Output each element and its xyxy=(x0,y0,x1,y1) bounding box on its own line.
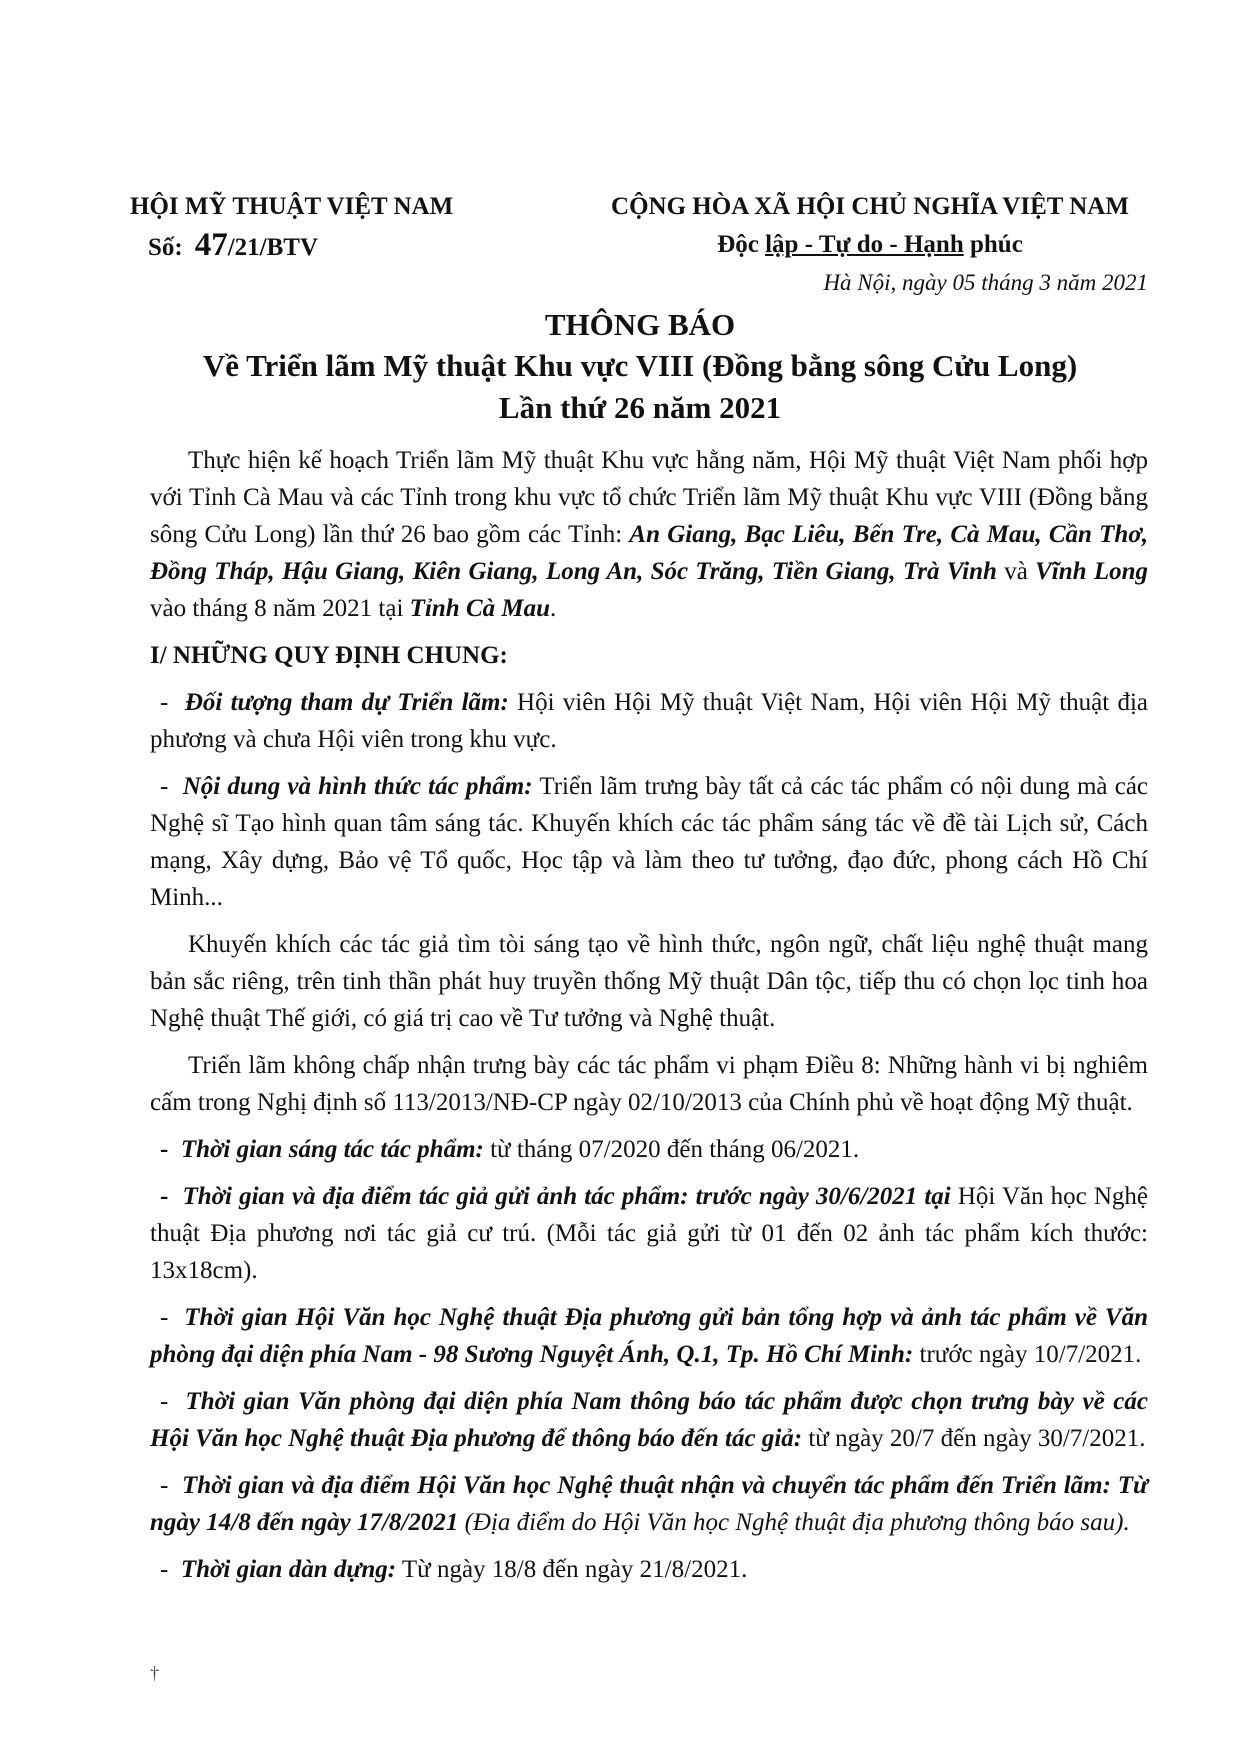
prohibition-paragraph: Triển lãm không chấp nhận trưng bày các tác phẩm vi phạm Điều 8: Những hành vi bị nghiêm cấm trong Nghị định số 113/2013/NĐ-CP ngày 02/10/2013 của Chính phủ về hoạt động Mỹ thuật. xyxy=(150,1052,1148,1116)
title-line-3: Lần thứ 26 năm 2021 xyxy=(498,390,782,425)
place-date: Hà Nội, ngày 05 tháng 3 năm 2021 xyxy=(823,270,1148,295)
rule-label: Thời gian Văn phòng đại diện phía Nam thông báo tác phẩm được chọn trưng bày về các Hội Văn học Nghệ thuật Địa phương để thông báo đến tác giả: xyxy=(150,1388,1149,1452)
rule-text: Hội Văn học Nghệ thuật Địa phương nơi tác giả cư trú. (Mỗi tác giả gửi từ 01 đến 02 ảnh tác phẩm kích thước: 13x18cm). xyxy=(150,1183,1148,1284)
document-title xyxy=(130,305,1150,429)
section-heading: I/ NHỮNG QUY ĐỊNH CHUNG: xyxy=(150,642,508,669)
rule-text: (Địa điểm do Hội Văn học Nghệ thuật địa phương thông báo sau). xyxy=(458,1509,1130,1536)
number-suffix: /21/BTV xyxy=(227,234,319,261)
province-list: An Giang, Bạc Liêu, Bến Tre, Cà Mau, Cần Thơ, Đồng Tháp, Hậu Giang, Kiên Giang, Long An, Sóc Trăng, Tiền Giang, Trà Vinh xyxy=(150,521,1148,585)
venue: Tỉnh Cà Mau xyxy=(409,595,551,622)
national-motto xyxy=(590,226,1150,264)
rule-label: Nội dung và hình thức tác phẩm: xyxy=(182,773,533,800)
rule-text: từ tháng 07/2020 đến tháng 06/2021. xyxy=(483,1136,860,1163)
bullet-dash: - xyxy=(160,1183,169,1210)
encourage-paragraph: Khuyến khích các tác giả tìm tòi sáng tạo về hình thức, ngôn ngữ, chất liệu nghệ thuật mang bản sắc riêng, trên tinh thần phát huy truyền thống Mỹ thuật Dân tộc, tiếp thu có chọn lọc tinh hoa Nghệ thuật Thế giới, có giá trị cao về Tư tưởng và Nghệ thuật. xyxy=(150,931,1148,1032)
motto-part-c: phúc xyxy=(963,231,1023,258)
title-line-2: Về Triển lãm Mỹ thuật Khu vực VIII (Đồng bằng sông Cửu Long) xyxy=(202,348,1078,383)
rule-text: từ ngày 20/7 đến ngày 30/7/2021. xyxy=(802,1425,1146,1452)
intro-paragraph xyxy=(150,442,1148,627)
org-header xyxy=(130,188,453,267)
title-main: THÔNG BÁO xyxy=(544,307,736,342)
rule-participants xyxy=(150,684,1148,758)
rule-text: Từ ngày 18/8 đến ngày 21/8/2021. xyxy=(396,1556,748,1583)
document-number xyxy=(148,226,453,267)
intro-and: và xyxy=(996,558,1036,585)
intro-text: Thực hiện kế hoạch Triển lãm Mỹ thuật Khu vực hằng năm, Hội Mỹ thuật Việt Nam phối hợp với Tỉnh Cà Mau và các Tỉnh trong khu vực tổ chức Triển lãm Mỹ thuật Khu vực VIII (Đồng bằng sông Cửu Long) lần thứ 26 bao gồm các Tỉnh: xyxy=(150,447,1148,548)
rule-text: Triển lãm trưng bày tất cả các tác phẩm có nội dung mà các Nghệ sĩ Tạo hình quan tâm sáng tác. Khuyến khích các tác phẩm sáng tác về đề tài Lịch sử, Cách mạng, Xây dựng, Bảo vệ Tổ quốc, Học tập và làm theo tư tưởng, đạo đức, phong cách Hồ Chí Minh... xyxy=(150,773,1149,911)
intro-text-2: vào tháng 8 năm 2021 tại xyxy=(150,595,410,622)
bullet-dash: - xyxy=(160,1472,169,1499)
bullet-dash: - xyxy=(160,1136,169,1163)
rule-artwork-delivery xyxy=(150,1467,1148,1541)
motto-part-a: Độc xyxy=(717,231,766,258)
page-footer-mark: † xyxy=(150,1663,159,1683)
rule-selection-notice xyxy=(150,1383,1148,1457)
intro-end: . xyxy=(550,595,557,622)
national-header xyxy=(590,188,1150,264)
rule-setup-time xyxy=(150,1551,1148,1588)
rule-creation-time xyxy=(150,1131,1148,1168)
rule-label: Thời gian và địa điểm Hội Văn học Nghệ thuật nhận và chuyển tác phẩm đến Triển lãm: Từ ngày 14/8 đến ngày 17/8/2021 xyxy=(150,1472,1148,1536)
number-label: Số: xyxy=(148,234,183,261)
rule-label: Thời gian dàn dựng: xyxy=(180,1556,397,1583)
number-value: 47 xyxy=(194,227,228,263)
bullet-dash: - xyxy=(160,1304,169,1331)
rule-label: Thời gian Hội Văn học Nghệ thuật Địa phương gửi bản tổng hợp và ảnh tác phẩm về Văn phòng đại diện phía Nam - 98 Sương Nguyệt Ánh, Q.1, Tp. Hồ Chí Minh: xyxy=(150,1304,1149,1368)
rule-label: Đối tượng tham dự Triển lãm: xyxy=(184,689,509,716)
rule-photo-submission xyxy=(150,1178,1148,1289)
rule-summary-submission xyxy=(150,1299,1148,1373)
bullet-dash: - xyxy=(160,689,169,716)
rule-content xyxy=(150,768,1148,916)
rule-text: trước ngày 10/7/2021. xyxy=(913,1341,1142,1368)
bullet-dash: - xyxy=(160,773,169,800)
document-body xyxy=(150,442,1148,1598)
motto-part-b: lập - Tự do - Hạnh xyxy=(765,231,964,258)
republic-name: CỘNG HÒA XÃ HỘI CHỦ NGHĨA VIỆT NAM xyxy=(611,193,1129,220)
rule-text: Hội viên Hội Mỹ thuật Việt Nam, Hội viên Hội Mỹ thuật địa phương và chưa Hội viên trong khu vực. xyxy=(150,689,1148,753)
org-name: HỘI MỸ THUẬT VIỆT NAM xyxy=(130,193,454,220)
rule-label: Thời gian và địa điểm tác giả gửi ảnh tác phẩm: trước ngày 30/6/2021 tại xyxy=(182,1183,951,1210)
rule-label: Thời gian sáng tác tác phẩm: xyxy=(180,1136,484,1163)
bullet-dash: - xyxy=(160,1556,169,1583)
bullet-dash: - xyxy=(160,1388,169,1415)
province-last: Vĩnh Long xyxy=(1035,558,1148,585)
